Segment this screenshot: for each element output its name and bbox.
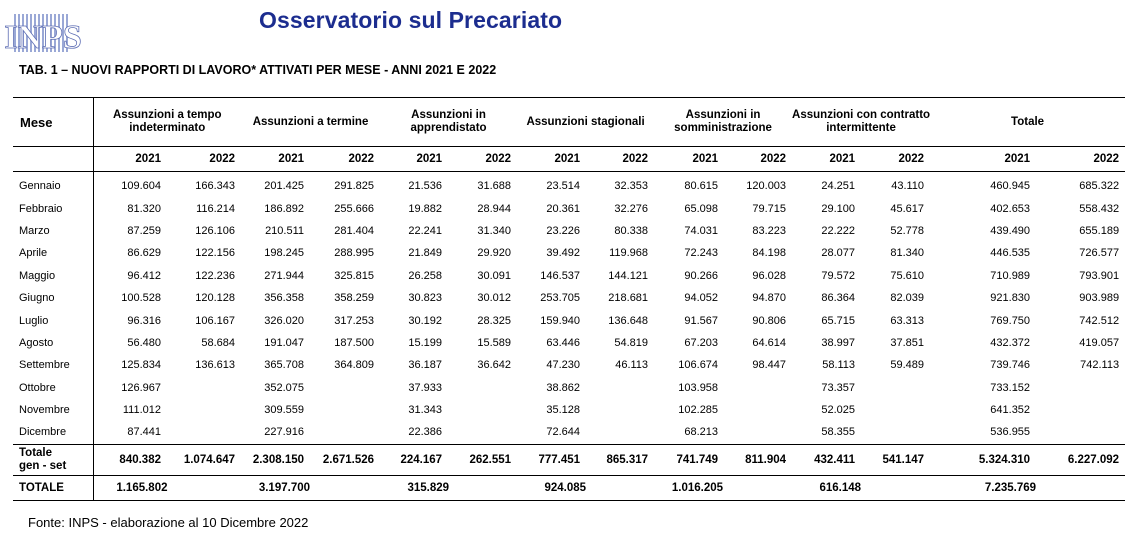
value-cell: 100.528 — [93, 287, 167, 309]
value-cell: 98.447 — [752, 359, 787, 372]
value-cell: 86.364 — [821, 292, 856, 305]
value-cell: 73.357 — [821, 381, 856, 394]
value-cell: 80.615 — [684, 180, 719, 193]
month-cell: Luglio — [19, 314, 49, 327]
year-header: 2022 — [898, 153, 925, 165]
table-row — [13, 220, 1125, 242]
value-cell: 120.128 — [195, 292, 236, 305]
value-cell: 96.028 — [752, 269, 787, 282]
value-cell: 106.167 — [195, 314, 236, 327]
value-cell — [586, 421, 654, 444]
value-cell: 56.480 — [93, 332, 167, 354]
value-cell: 325.815 — [334, 269, 375, 282]
value-cell: 402.653 — [990, 202, 1031, 215]
year-header-spacer — [13, 147, 93, 172]
data-table-wrapper — [13, 97, 1120, 501]
value-cell — [448, 399, 517, 421]
value-cell: 166.343 — [195, 180, 236, 193]
total-value-cell: 865.317 — [606, 453, 649, 466]
table-row — [13, 197, 1125, 219]
total-value-cell: 2.308.150 — [252, 453, 305, 466]
year-header: 2022 — [1093, 153, 1120, 165]
year-header: 2022 — [485, 153, 512, 165]
value-cell: 103.958 — [678, 381, 719, 394]
value-cell: 144.121 — [608, 269, 649, 282]
value-cell: 28.944 — [477, 202, 512, 215]
grand-total-value: 7.235.769 — [984, 481, 1037, 494]
value-cell: 15.589 — [477, 336, 512, 349]
group-header-apprendistato: Assunzioni in apprendistato — [410, 109, 487, 134]
grand-total-value: 315.829 — [407, 481, 450, 494]
value-cell: 65.715 — [821, 314, 856, 327]
value-cell: 94.870 — [752, 292, 787, 305]
value-cell: 227.916 — [264, 426, 305, 439]
total-value-cell: 777.451 — [538, 453, 581, 466]
value-cell: 419.057 — [1079, 336, 1120, 349]
value-cell — [167, 421, 241, 444]
value-cell: 29.100 — [821, 202, 856, 215]
value-cell: 146.537 — [540, 269, 581, 282]
value-cell: 28.077 — [821, 247, 856, 260]
value-cell: 439.490 — [990, 224, 1031, 237]
year-header: 2021 — [93, 147, 167, 172]
value-cell — [1036, 421, 1125, 444]
table-row — [13, 377, 1125, 399]
value-cell: 201.425 — [264, 180, 305, 193]
value-cell: 111.012 — [93, 399, 167, 421]
value-cell: 54.819 — [614, 336, 649, 349]
value-cell: 125.834 — [93, 354, 167, 376]
year-header: 2022 — [348, 153, 375, 165]
table-row — [13, 172, 1125, 198]
inps-logo — [4, 8, 82, 58]
table-row — [13, 354, 1125, 376]
value-cell: 218.681 — [608, 292, 649, 305]
grand-total-value: 3.197.700 — [258, 481, 311, 494]
value-cell: 21.536 — [408, 180, 443, 193]
value-cell: 364.809 — [334, 359, 375, 372]
value-cell: 641.352 — [990, 404, 1031, 417]
value-cell: 23.226 — [546, 224, 581, 237]
total-value-cell: 2.671.526 — [322, 453, 375, 466]
total-gen-set-label — [13, 444, 93, 475]
value-cell: 317.253 — [334, 314, 375, 327]
value-cell: 37.851 — [890, 336, 925, 349]
value-cell: 58.355 — [821, 426, 856, 439]
value-cell: 793.901 — [1079, 269, 1120, 282]
year-header: 2022 — [209, 153, 236, 165]
value-cell: 271.944 — [264, 269, 305, 282]
rapporti-lavoro-table — [13, 97, 1125, 501]
value-cell: 30.012 — [477, 292, 512, 305]
grand-total-value-cell — [930, 475, 1125, 500]
value-cell: 352.075 — [264, 381, 305, 394]
year-header: 2021 — [1004, 153, 1031, 165]
value-cell: 558.432 — [1079, 202, 1120, 215]
value-cell: 91.567 — [684, 314, 719, 327]
value-cell: 122.236 — [195, 269, 236, 282]
value-cell: 84.198 — [752, 247, 787, 260]
value-cell: 742.113 — [1080, 359, 1120, 372]
value-cell: 19.882 — [408, 202, 443, 215]
value-cell: 63.313 — [890, 314, 925, 327]
grand-total-value: 1.016.205 — [671, 481, 724, 494]
value-cell: 90.806 — [752, 314, 787, 327]
group-header-stagionali: Assunzioni stagionali — [526, 115, 645, 128]
grand-total-value: 1.165.802 — [116, 481, 168, 494]
value-cell — [167, 377, 241, 399]
value-cell: 81.320 — [93, 197, 167, 219]
grand-total-row — [13, 475, 1125, 500]
value-cell: 35.128 — [546, 404, 581, 417]
value-cell — [724, 377, 792, 399]
value-cell: 358.259 — [334, 292, 375, 305]
value-cell — [724, 421, 792, 444]
value-cell: 74.031 — [684, 224, 719, 237]
value-cell: 15.199 — [408, 336, 443, 349]
total-label-line2: gen - set — [19, 459, 67, 472]
value-cell: 309.559 — [264, 404, 305, 417]
value-cell: 38.997 — [821, 336, 856, 349]
value-cell: 291.825 — [334, 180, 375, 193]
grand-total-label: TOTALE — [19, 481, 64, 494]
value-cell — [861, 377, 930, 399]
value-cell: 80.338 — [614, 224, 649, 237]
group-header-termine: Assunzioni a termine — [252, 115, 369, 128]
total-value-cell: 6.227.092 — [1067, 453, 1120, 466]
month-cell: Maggio — [19, 269, 56, 282]
value-cell — [448, 377, 517, 399]
value-cell — [167, 399, 241, 421]
value-cell — [1036, 399, 1125, 421]
value-cell: 119.968 — [609, 247, 649, 260]
value-cell: 38.862 — [546, 381, 581, 394]
value-cell: 22.222 — [821, 224, 856, 237]
value-cell: 739.746 — [990, 359, 1031, 372]
value-cell: 87.441 — [93, 421, 167, 444]
value-cell: 726.577 — [1079, 247, 1120, 260]
value-cell: 903.989 — [1079, 292, 1120, 305]
value-cell: 31.340 — [477, 224, 512, 237]
value-cell: 29.920 — [477, 247, 512, 260]
value-cell: 52.778 — [890, 224, 925, 237]
value-cell: 116.214 — [196, 202, 236, 215]
month-cell: Ottobre — [19, 381, 56, 394]
grand-total-value-cell — [380, 475, 517, 500]
value-cell: 288.995 — [334, 247, 375, 260]
value-cell: 356.358 — [264, 292, 305, 305]
value-cell — [586, 377, 654, 399]
value-cell: 47.230 — [546, 359, 581, 372]
column-header-mese: Mese — [20, 114, 53, 130]
year-header: 2022 — [622, 153, 649, 165]
page-title: Osservatorio sul Precariato — [259, 7, 563, 33]
value-cell: 79.572 — [821, 269, 856, 282]
value-cell: 136.648 — [608, 314, 649, 327]
value-cell: 126.106 — [195, 224, 236, 237]
value-cell: 733.152 — [990, 381, 1031, 394]
table-row — [13, 242, 1125, 264]
value-cell: 65.098 — [684, 202, 719, 215]
grand-total-value-cell — [93, 475, 241, 500]
value-cell: 136.613 — [195, 359, 236, 372]
value-cell: 32.353 — [614, 180, 649, 193]
value-cell: 22.386 — [408, 426, 443, 439]
value-cell — [310, 399, 380, 421]
value-cell: 191.047 — [264, 336, 305, 349]
month-cell: Aprile — [19, 247, 48, 260]
value-cell: 36.642 — [477, 359, 512, 372]
value-cell: 72.644 — [546, 426, 581, 439]
total-value-cell: 224.167 — [400, 453, 443, 466]
value-cell: 36.187 — [408, 359, 443, 372]
total-value-cell: 5.324.310 — [978, 453, 1031, 466]
month-cell: Gennaio — [19, 180, 61, 193]
value-cell: 90.266 — [684, 269, 719, 282]
table-caption: TAB. 1 – NUOVI RAPPORTI DI LAVORO* ATTIVATI PER MESE - ANNI 2021 E 2022 — [19, 63, 497, 77]
value-cell: 365.708 — [264, 359, 305, 372]
value-cell: 159.940 — [540, 314, 581, 327]
value-cell: 26.258 — [408, 269, 443, 282]
year-header: 2021 — [554, 153, 581, 165]
value-cell: 255.666 — [334, 202, 375, 215]
total-value-cell: 262.551 — [469, 453, 512, 466]
value-cell: 43.110 — [891, 180, 925, 193]
grand-total-value-cell — [241, 475, 380, 500]
month-cell: Giugno — [19, 292, 55, 305]
value-cell: 31.688 — [477, 180, 512, 193]
value-cell: 281.404 — [334, 224, 375, 237]
value-cell: 210.511 — [265, 224, 305, 237]
value-cell: 31.343 — [408, 404, 443, 417]
value-cell: 126.967 — [93, 377, 167, 399]
group-header-intermittente: Assunzioni con contratto intermittente — [792, 109, 931, 134]
value-cell: 75.610 — [890, 269, 925, 282]
value-cell: 82.039 — [890, 292, 925, 305]
value-cell: 21.849 — [408, 247, 443, 260]
value-cell: 58.684 — [201, 336, 236, 349]
value-cell: 28.325 — [477, 314, 512, 327]
total-label-line1: Totale — [19, 446, 53, 459]
year-header: 2021 — [692, 153, 719, 165]
value-cell: 46.113 — [615, 359, 649, 372]
year-header: 2022 — [760, 153, 787, 165]
total-value-cell: 541.147 — [882, 453, 925, 466]
value-cell: 87.259 — [93, 220, 167, 242]
value-cell: 52.025 — [821, 404, 856, 417]
value-cell: 122.156 — [195, 247, 236, 260]
table-row — [13, 265, 1125, 287]
value-cell: 79.715 — [752, 202, 787, 215]
month-cell: Settembre — [19, 359, 70, 372]
value-cell: 72.243 — [684, 247, 719, 260]
group-header-somministrazione: Assunzioni in somministrazione — [674, 109, 772, 134]
value-cell: 37.933 — [408, 381, 443, 394]
value-cell: 39.492 — [546, 247, 581, 260]
value-cell — [586, 399, 654, 421]
source-note: Fonte: INPS - elaborazione al 10 Dicembre 2022 — [28, 515, 309, 530]
value-cell: 253.705 — [540, 292, 581, 305]
value-cell: 67.203 — [684, 336, 719, 349]
value-cell: 45.617 — [890, 202, 925, 215]
value-cell: 432.372 — [990, 336, 1031, 349]
value-cell: 446.535 — [990, 247, 1031, 260]
svg-text:INPS: INPS — [4, 19, 82, 56]
grand-total-value-cell — [792, 475, 930, 500]
total-gen-set-row — [13, 444, 1125, 475]
month-cell: Novembre — [19, 404, 70, 417]
total-value-cell: 811.904 — [745, 453, 787, 466]
value-cell — [1036, 377, 1125, 399]
value-cell: 536.955 — [990, 426, 1031, 439]
value-cell — [310, 421, 380, 444]
group-header-totale: Totale — [1011, 115, 1045, 128]
value-cell: 685.322 — [1079, 180, 1120, 193]
total-value-cell: 432.411 — [814, 453, 856, 466]
table-row — [13, 287, 1125, 309]
value-cell: 23.514 — [546, 180, 581, 193]
total-value-cell: 741.749 — [676, 453, 719, 466]
value-cell — [861, 399, 930, 421]
value-cell — [310, 377, 380, 399]
value-cell: 655.189 — [1079, 224, 1120, 237]
value-cell: 30.192 — [408, 314, 443, 327]
value-cell: 32.276 — [614, 202, 649, 215]
value-cell: 102.285 — [678, 404, 719, 417]
month-cell: Dicembre — [19, 426, 67, 439]
month-cell: Agosto — [19, 336, 54, 349]
grand-total-value: 924.085 — [544, 481, 587, 494]
value-cell: 187.500 — [334, 336, 375, 349]
value-cell: 106.674 — [678, 359, 719, 372]
value-cell: 742.512 — [1079, 314, 1120, 327]
value-cell: 30.823 — [408, 292, 443, 305]
value-cell: 186.892 — [264, 202, 305, 215]
value-cell: 109.604 — [93, 172, 167, 198]
value-cell: 81.340 — [890, 247, 925, 260]
group-header-indeterminato: Assunzioni a tempo indeterminato — [93, 98, 241, 147]
total-value-cell: 840.382 — [93, 444, 167, 475]
value-cell — [448, 421, 517, 444]
value-cell: 96.316 — [93, 309, 167, 331]
table-row — [13, 332, 1125, 354]
value-cell: 94.052 — [684, 292, 719, 305]
total-value-cell: 1.074.647 — [183, 453, 236, 466]
value-cell: 83.223 — [752, 224, 787, 237]
value-cell: 326.020 — [264, 314, 305, 327]
value-cell: 58.113 — [822, 359, 856, 372]
value-cell: 120.003 — [746, 180, 787, 193]
value-cell: 96.412 — [93, 265, 167, 287]
value-cell: 460.945 — [990, 180, 1031, 193]
grand-total-value-cell — [654, 475, 792, 500]
value-cell: 198.245 — [264, 247, 305, 260]
month-cell: Marzo — [19, 224, 50, 237]
grand-total-value: 616.148 — [819, 481, 862, 494]
year-header: 2021 — [416, 153, 443, 165]
table-row — [13, 309, 1125, 331]
value-cell: 86.629 — [93, 242, 167, 264]
value-cell: 30.091 — [477, 269, 512, 282]
value-cell: 22.241 — [408, 224, 443, 237]
value-cell: 63.446 — [546, 336, 581, 349]
value-cell: 20.361 — [546, 202, 581, 215]
grand-total-value-cell — [517, 475, 654, 500]
value-cell: 64.614 — [752, 336, 787, 349]
table-row — [13, 421, 1125, 444]
year-header: 2021 — [829, 153, 856, 165]
year-header: 2021 — [278, 153, 305, 165]
value-cell: 769.750 — [990, 314, 1031, 327]
value-cell: 921.830 — [990, 292, 1031, 305]
month-cell: Febbraio — [19, 202, 63, 215]
value-cell — [724, 399, 792, 421]
table-row — [13, 399, 1125, 421]
value-cell — [861, 421, 930, 444]
value-cell: 24.251 — [821, 180, 856, 193]
value-cell: 710.989 — [990, 269, 1031, 282]
value-cell: 59.489 — [890, 359, 925, 372]
value-cell: 68.213 — [684, 426, 719, 439]
